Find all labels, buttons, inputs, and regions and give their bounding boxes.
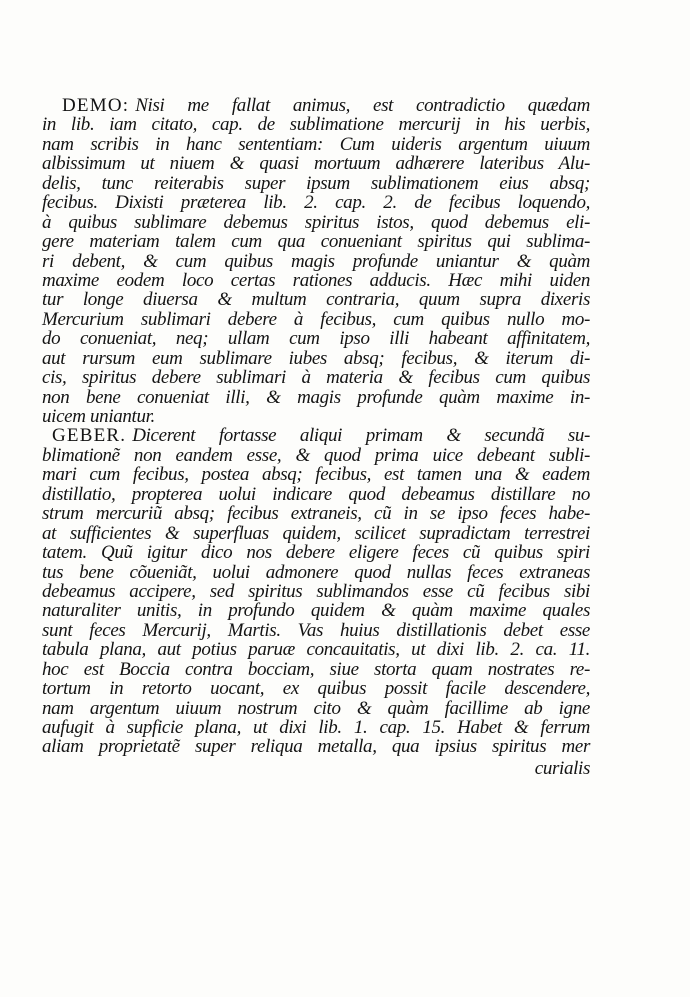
text-line: tus bene cõueniãt, uolui admonere quod nullas feces extraneas <box>42 561 590 583</box>
speaker-demo: DEMO: <box>62 95 130 116</box>
text-line: aufugit à supficie plana, ut dixi lib. 1. cap. 15. Habet & ferrum <box>42 717 590 738</box>
text-line: tortum in retorto uocant, ex quibus possit facile descendere, <box>42 678 590 700</box>
text-line: tatem. Quũ igitur dico nos debere eligere feces cũ quibus spiri <box>42 542 590 564</box>
text-line: à quibus sublimare debemus spiritus istos, quod debemus eli- <box>42 211 590 233</box>
text-line: nam argentum uiuum nostrum cito & quàm facillime ab igne <box>42 697 590 719</box>
demo-first-line <box>42 96 590 115</box>
text-line: fecibus. Dixisti præterea lib. 2. cap. 2. de fecibus loquendo, <box>42 192 590 214</box>
demo-first-line-text: Nisi me fallat animus, est contradictio quædam <box>135 95 590 116</box>
text-line: distillatio, propterea uolui indicare quod debeamus distillare no <box>42 483 590 505</box>
text-block <box>42 96 590 778</box>
catchword: curialis <box>534 757 590 779</box>
text-line: hoc est Boccia contra bocciam, siue storta quam nostrates re- <box>42 658 590 680</box>
text-line: aut rursum eum sublimare iubes absq; fecibus, & iterum di- <box>42 347 590 369</box>
text-line: gere materiam talem cum qua conueniant spiritus qui sublima- <box>42 231 590 253</box>
text-line: maxime eodem loco certas rationes adducis. Hæc mihi uiden <box>42 269 590 291</box>
text-line: tabula plana, aut potius paruæ concauitatis, ut dixi lib. 2. ca. 11. <box>42 639 590 661</box>
text-line: aliam proprietatẽ super reliqua metalla, qua ipsius spiritus mer <box>42 736 590 758</box>
text-line: strum mercuriũ absq; fecibus extraneis, cũ in se ipso feces habe- <box>42 503 590 525</box>
text-line: Mercurium sublimari debere à fecibus, cum quibus nullo mo- <box>42 308 590 330</box>
text-line: albissimum ut niuem & quasi mortuum adhærere lateribus Alu- <box>42 153 590 175</box>
text-line: at sufficientes & superfluas quidem, scilicet supradictam terrestrei <box>42 522 590 544</box>
text-line: debeamus accipere, sed spiritus sublimandos esse cũ fecibus sibi <box>42 580 590 602</box>
text-line: non bene conueniat illi, & magis profunde quàm maxime in- <box>42 386 590 408</box>
text-line: sunt feces Mercurij, Martis. Vas huius distillationis debet esse <box>42 619 590 641</box>
text-line: mari cum fecibus, postea absq; fecibus, est tamen una & eadem <box>42 464 590 486</box>
text-line: naturaliter unitis, in profundo quidem & quàm maxime quales <box>42 600 590 622</box>
geber-first-line <box>42 426 590 445</box>
text-line: cis, spiritus debere sublimari à materia & fecibus cum quibus <box>42 367 590 389</box>
text-line: tur longe diuersa & multum contraria, quum supra dixeris <box>42 289 590 311</box>
text-line: in lib. iam citato, cap. de sublimatione mercurij in his uerbis, <box>42 114 590 136</box>
text-line: uicem uniantur. <box>42 406 155 427</box>
geber-first-line-text: Dicerent fortasse aliqui primam & secundã su- <box>132 425 590 447</box>
speaker-geber: GEBER. <box>52 425 127 447</box>
text-line: nam scribis in hanc sententiam: Cum uideris argentum uiuum <box>42 133 590 155</box>
text-line: delis, tunc reiterabis super ipsum sublimationem eius absq; <box>42 172 590 194</box>
text-line: do conueniat, neq; ullam cum ipso illi habeant affinitatem, <box>42 328 590 350</box>
text-line: blimationẽ non eandem esse, & quod prima uice debeant subli- <box>42 444 590 466</box>
text-line: ri debent, & cum quibus magis profunde uniantur & quàm <box>42 250 590 272</box>
